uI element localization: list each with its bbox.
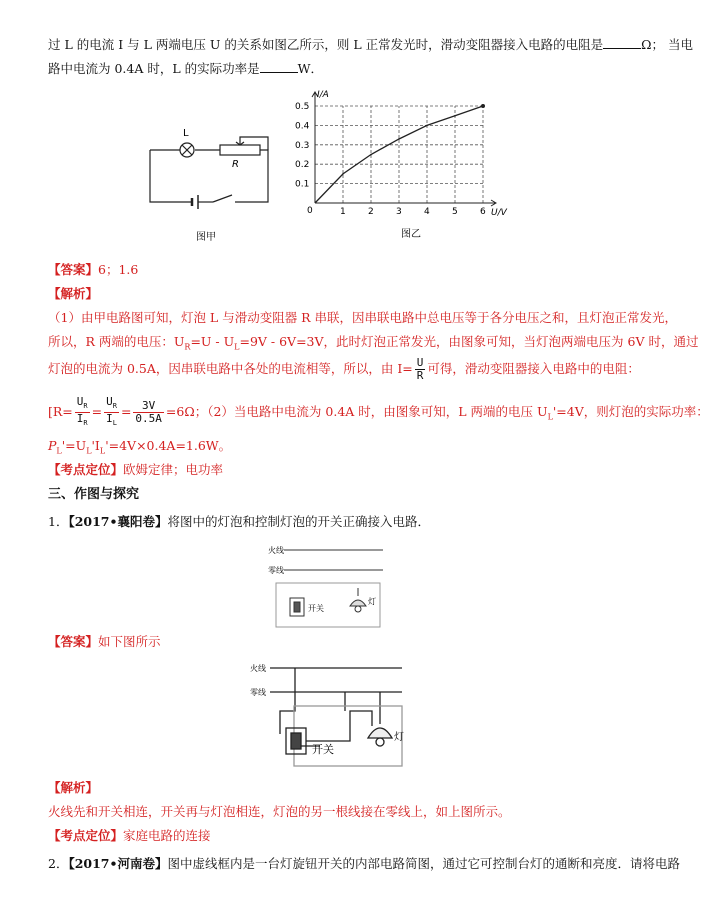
x-tick-label: 3	[396, 207, 402, 217]
figure-caption-jia: 图甲	[196, 232, 216, 243]
question-1: 1．【2017•襄阳卷】将图中的灯泡和控制灯泡的开关正确接入电路．	[48, 514, 430, 529]
answer-blank-1	[603, 36, 641, 49]
question-text: Ω； 当电	[641, 37, 693, 52]
x-tick-label: 2	[368, 207, 374, 217]
wiring-diagram-question	[268, 538, 390, 630]
answer-text: 6；1.6	[98, 262, 139, 277]
data-point	[426, 125, 428, 127]
fraction-ur-il: $\frac{U_R}{I_L}$	[106, 395, 117, 428]
y-axis-label: I/A	[317, 90, 329, 100]
question-2: 2．【2017•河南卷】图中虚线框内是一台灯旋钮开关的内部电路简图，通过它可控制台灯的通断和亮度．请将电路	[48, 856, 680, 871]
question-line-1	[48, 36, 693, 53]
switch-label: 开关	[312, 743, 334, 756]
live-wire-label: 火线	[250, 664, 266, 673]
question-text: 过 L 的电流 I 与 L 两端电压 U 的关系如图乙所示，则 L 正常发光时，滑动变阻器接入电路的电阻是	[48, 37, 604, 52]
iu-chart	[295, 85, 525, 245]
fraction-u-over-r: $\frac{U}{R}$	[416, 356, 424, 382]
x-tick-label: 6	[480, 207, 486, 217]
data-point	[454, 115, 456, 117]
question-text: 路中电流为 0.4A 时，L 的实际功率是	[48, 61, 260, 76]
analysis-line-1: （1）由甲电路图可知，灯泡 L 与滑动变阻器 R 串联，因串联电路中总电压等于各分电压之和，且灯泡正常发光，	[48, 310, 678, 325]
x-tick-label: 5	[452, 207, 458, 217]
lamp-label: 灯	[394, 732, 404, 743]
data-point	[370, 154, 372, 156]
lamp-label: 灯	[368, 597, 376, 606]
neutral-wire-label: 零线	[268, 566, 284, 575]
analysis-text-2: 火线先和开关相连，开关再与灯泡相连，灯泡的另一根线接在零线上，如上图所示。	[48, 804, 511, 819]
answer-tag: 【答案】	[48, 262, 99, 277]
fraction-3v-05a: $\frac{3V}{0.5A}$	[135, 399, 162, 426]
y-tick-label: 0.5	[295, 102, 310, 112]
chart-grid	[315, 106, 483, 203]
figure-caption-yi: 图乙	[401, 229, 421, 240]
data-point	[481, 104, 485, 108]
data-point	[342, 173, 344, 175]
live-wire-label: 火线	[268, 546, 284, 555]
analysis-line-2: 所以，R 两端的电压：$U_R=U - U_L=9V - 6V=3V$，此时灯泡正常发光，由图象可知，当灯泡两端电压为 6V 时，通过	[48, 334, 699, 352]
kaodian-line: 【考点定位】欧姆定律；电功率	[48, 462, 224, 477]
section-heading: 三、作图与探究	[48, 487, 140, 502]
x-tick-label: 1	[340, 207, 346, 217]
lamp-label: L	[183, 128, 189, 139]
answer-line	[48, 262, 138, 278]
circuit-diagram-jia	[140, 115, 280, 245]
y-tick-label: 0.4	[295, 121, 310, 132]
y-tick-label: 0.2	[295, 160, 310, 171]
wiring-diagram-answer	[250, 656, 410, 771]
question-line-2	[48, 60, 323, 77]
y-tick-label: 0.3	[295, 140, 310, 151]
origin-label: 0	[307, 206, 313, 216]
x-axis-label: U/V	[491, 208, 507, 218]
analysis-line-4: [R= $\frac{U_R}{I_R}$ = $\frac{U_R}{I_L}$ = $\frac{3V}{0.5A}$ =6Ω；（2）当电路中电流为 0.4A 时，由图象可知，L 两端的电压 $U_L'=4V$，则灯泡的实际功率：	[48, 395, 709, 428]
x-tick-label: 4	[424, 207, 430, 217]
neutral-wire-label: 零线	[250, 688, 266, 697]
analysis-tag: 【解析】	[48, 286, 99, 301]
analysis-tag-2: 【解析】	[48, 780, 99, 795]
switch-label: 开关	[308, 604, 324, 613]
kaodian-line-2: 【考点定位】家庭电路的连接	[48, 828, 211, 843]
resistor-label: R	[232, 159, 239, 170]
chart-axes	[312, 92, 496, 206]
question-text: W．	[297, 61, 323, 76]
analysis-line-5: $P_L'=U_L'I_L'=4V\times 0.4A=1.6W$。	[48, 438, 232, 456]
answer-blank-2	[260, 60, 298, 73]
data-point	[398, 138, 400, 140]
fraction-ur-ir: $\frac{U_R}{I_R}$	[76, 395, 88, 428]
analysis-line-3: 灯泡的电流为 0.5A，因串联电路中各处的电流相等，所以，由 I= $\frac{U}{R}$ 可得，滑动变阻器接入电路中的电阻：	[48, 356, 640, 382]
answer-line-2: 【答案】如下图所示	[48, 634, 161, 649]
y-tick-label: 0.1	[295, 179, 310, 190]
